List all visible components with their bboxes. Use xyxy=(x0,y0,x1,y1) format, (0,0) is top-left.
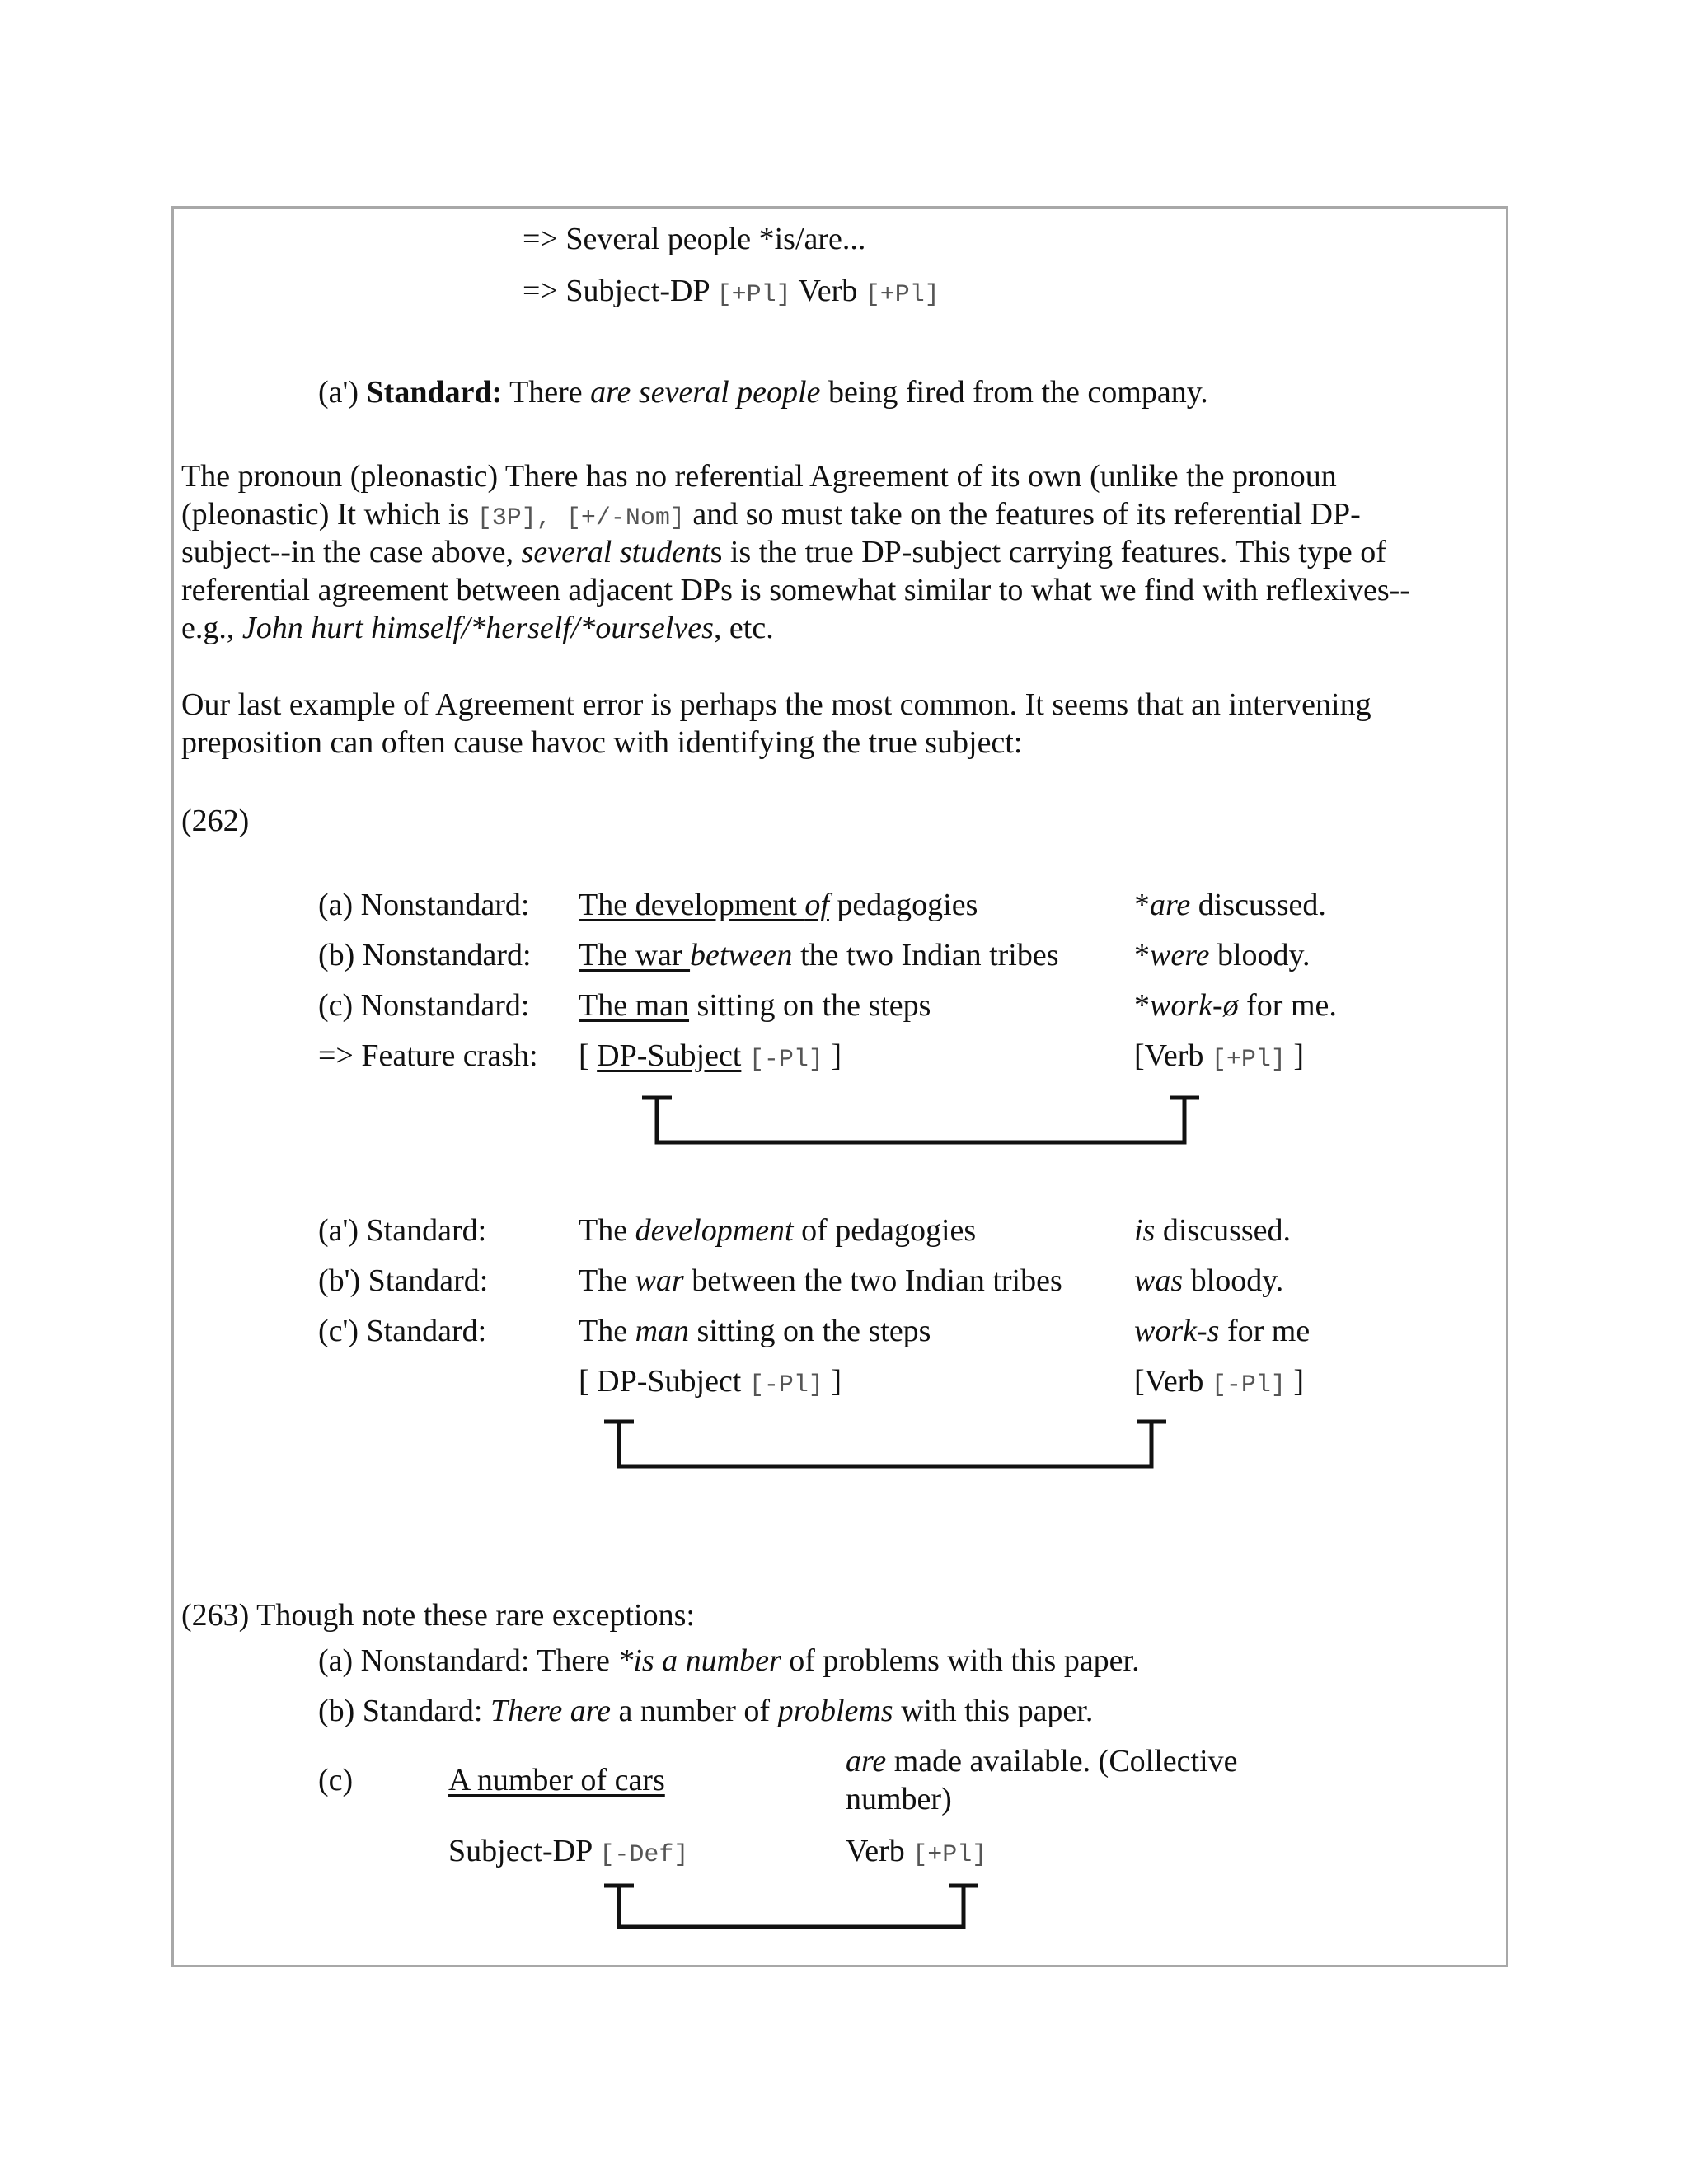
nonstandard-c-subject: The man sitting on the steps xyxy=(579,988,931,1023)
standard-c-verb: work-s for me xyxy=(1134,1314,1311,1348)
nonstandard-a-label: (a) Nonstandard: xyxy=(318,888,530,922)
standard-c-label: (c') Standard: xyxy=(318,1314,487,1348)
standard-features-verb: [Verb [-Pl] ] xyxy=(1134,1364,1305,1399)
example-262-number: (262) xyxy=(181,804,250,838)
nonstandard-c-label: (c) Nonstandard: xyxy=(318,988,530,1023)
example-263-intro: (263) Though note these rare exceptions: xyxy=(181,1598,695,1633)
feature-crash-verb: [Verb [+Pl] ] xyxy=(1134,1038,1305,1074)
paragraph-agreement-line-1: Our last example of Agreement error is perhaps the most common. It seems that an intervening xyxy=(181,687,1372,722)
example-263-c-verb-line-1: are made available. (Collective xyxy=(846,1744,1238,1779)
standard-a-verb: is discussed. xyxy=(1134,1213,1292,1248)
several-people-line: => Several people *is/are... xyxy=(523,222,866,256)
paragraph-pleonastic-line-1: The pronoun (pleonastic) There has no referential Agreement of its own (unlike the pronoun xyxy=(181,459,1337,494)
standard-c-subject: The man sitting on the steps xyxy=(579,1314,931,1348)
standard-b-verb: was bloody. xyxy=(1134,1263,1284,1298)
example-263-c-subject-dp: Subject-DP [-Def] xyxy=(448,1834,689,1869)
paragraph-pleonastic-line-5: e.g., John hurt himself/*herself/*ourselves, etc. xyxy=(181,611,774,645)
example-263-b: (b) Standard: There are a number of problems with this paper. xyxy=(318,1694,1094,1728)
nonstandard-c-verb: *work-ø for me. xyxy=(1134,988,1337,1023)
nonstandard-a-subject: The development of pedagogies xyxy=(579,888,978,922)
example-263-c-label: (c) xyxy=(318,1763,354,1797)
standard-a-subject: The development of pedagogies xyxy=(579,1213,977,1248)
feature-crash-subject: [ DP-Subject [-Pl] ] xyxy=(579,1038,842,1074)
standard-b-label: (b') Standard: xyxy=(318,1263,489,1298)
nonstandard-a-verb: *are discussed. xyxy=(1134,888,1326,922)
nonstandard-b-verb: *were bloody. xyxy=(1134,938,1311,972)
example-263-a: (a) Nonstandard: There *is a number of problems with this paper. xyxy=(318,1643,1140,1678)
paragraph-pleonastic-line-2: (pleonastic) It which is [3P], [+/-Nom] and so must take on the features of its referential DP- xyxy=(181,497,1361,532)
example-263-c-subject: A number of cars xyxy=(448,1763,665,1797)
paragraph-agreement-line-2: preposition can often cause havoc with identifying the true subject: xyxy=(181,725,1023,760)
a-prime-standard-example: (a') Standard: There are several people being fired from the company. xyxy=(318,375,1208,410)
paragraph-pleonastic-line-4: referential agreement between adjacent DPs is somewhat similar to what we find with reflexives-- xyxy=(181,573,1410,607)
nonstandard-b-label: (b) Nonstandard: xyxy=(318,938,532,972)
standard-features-subject: [ DP-Subject [-Pl] ] xyxy=(579,1364,842,1399)
example-263-c-verb-line-2: number) xyxy=(846,1782,952,1816)
nonstandard-b-subject: The war between the two Indian tribes xyxy=(579,938,1059,972)
standard-b-subject: The war between the two Indian tribes xyxy=(579,1263,1062,1298)
example-263-c-verb-features: Verb [+Pl] xyxy=(846,1834,987,1869)
subject-verb-features-line: => Subject-DP [+Pl] Verb [+Pl] xyxy=(523,274,940,309)
feature-crash-label: => Feature crash: xyxy=(318,1038,538,1073)
standard-a-label: (a') Standard: xyxy=(318,1213,487,1248)
paragraph-pleonastic-line-3: subject--in the case above, several students is the true DP-subject carrying features. This type of xyxy=(181,535,1386,569)
